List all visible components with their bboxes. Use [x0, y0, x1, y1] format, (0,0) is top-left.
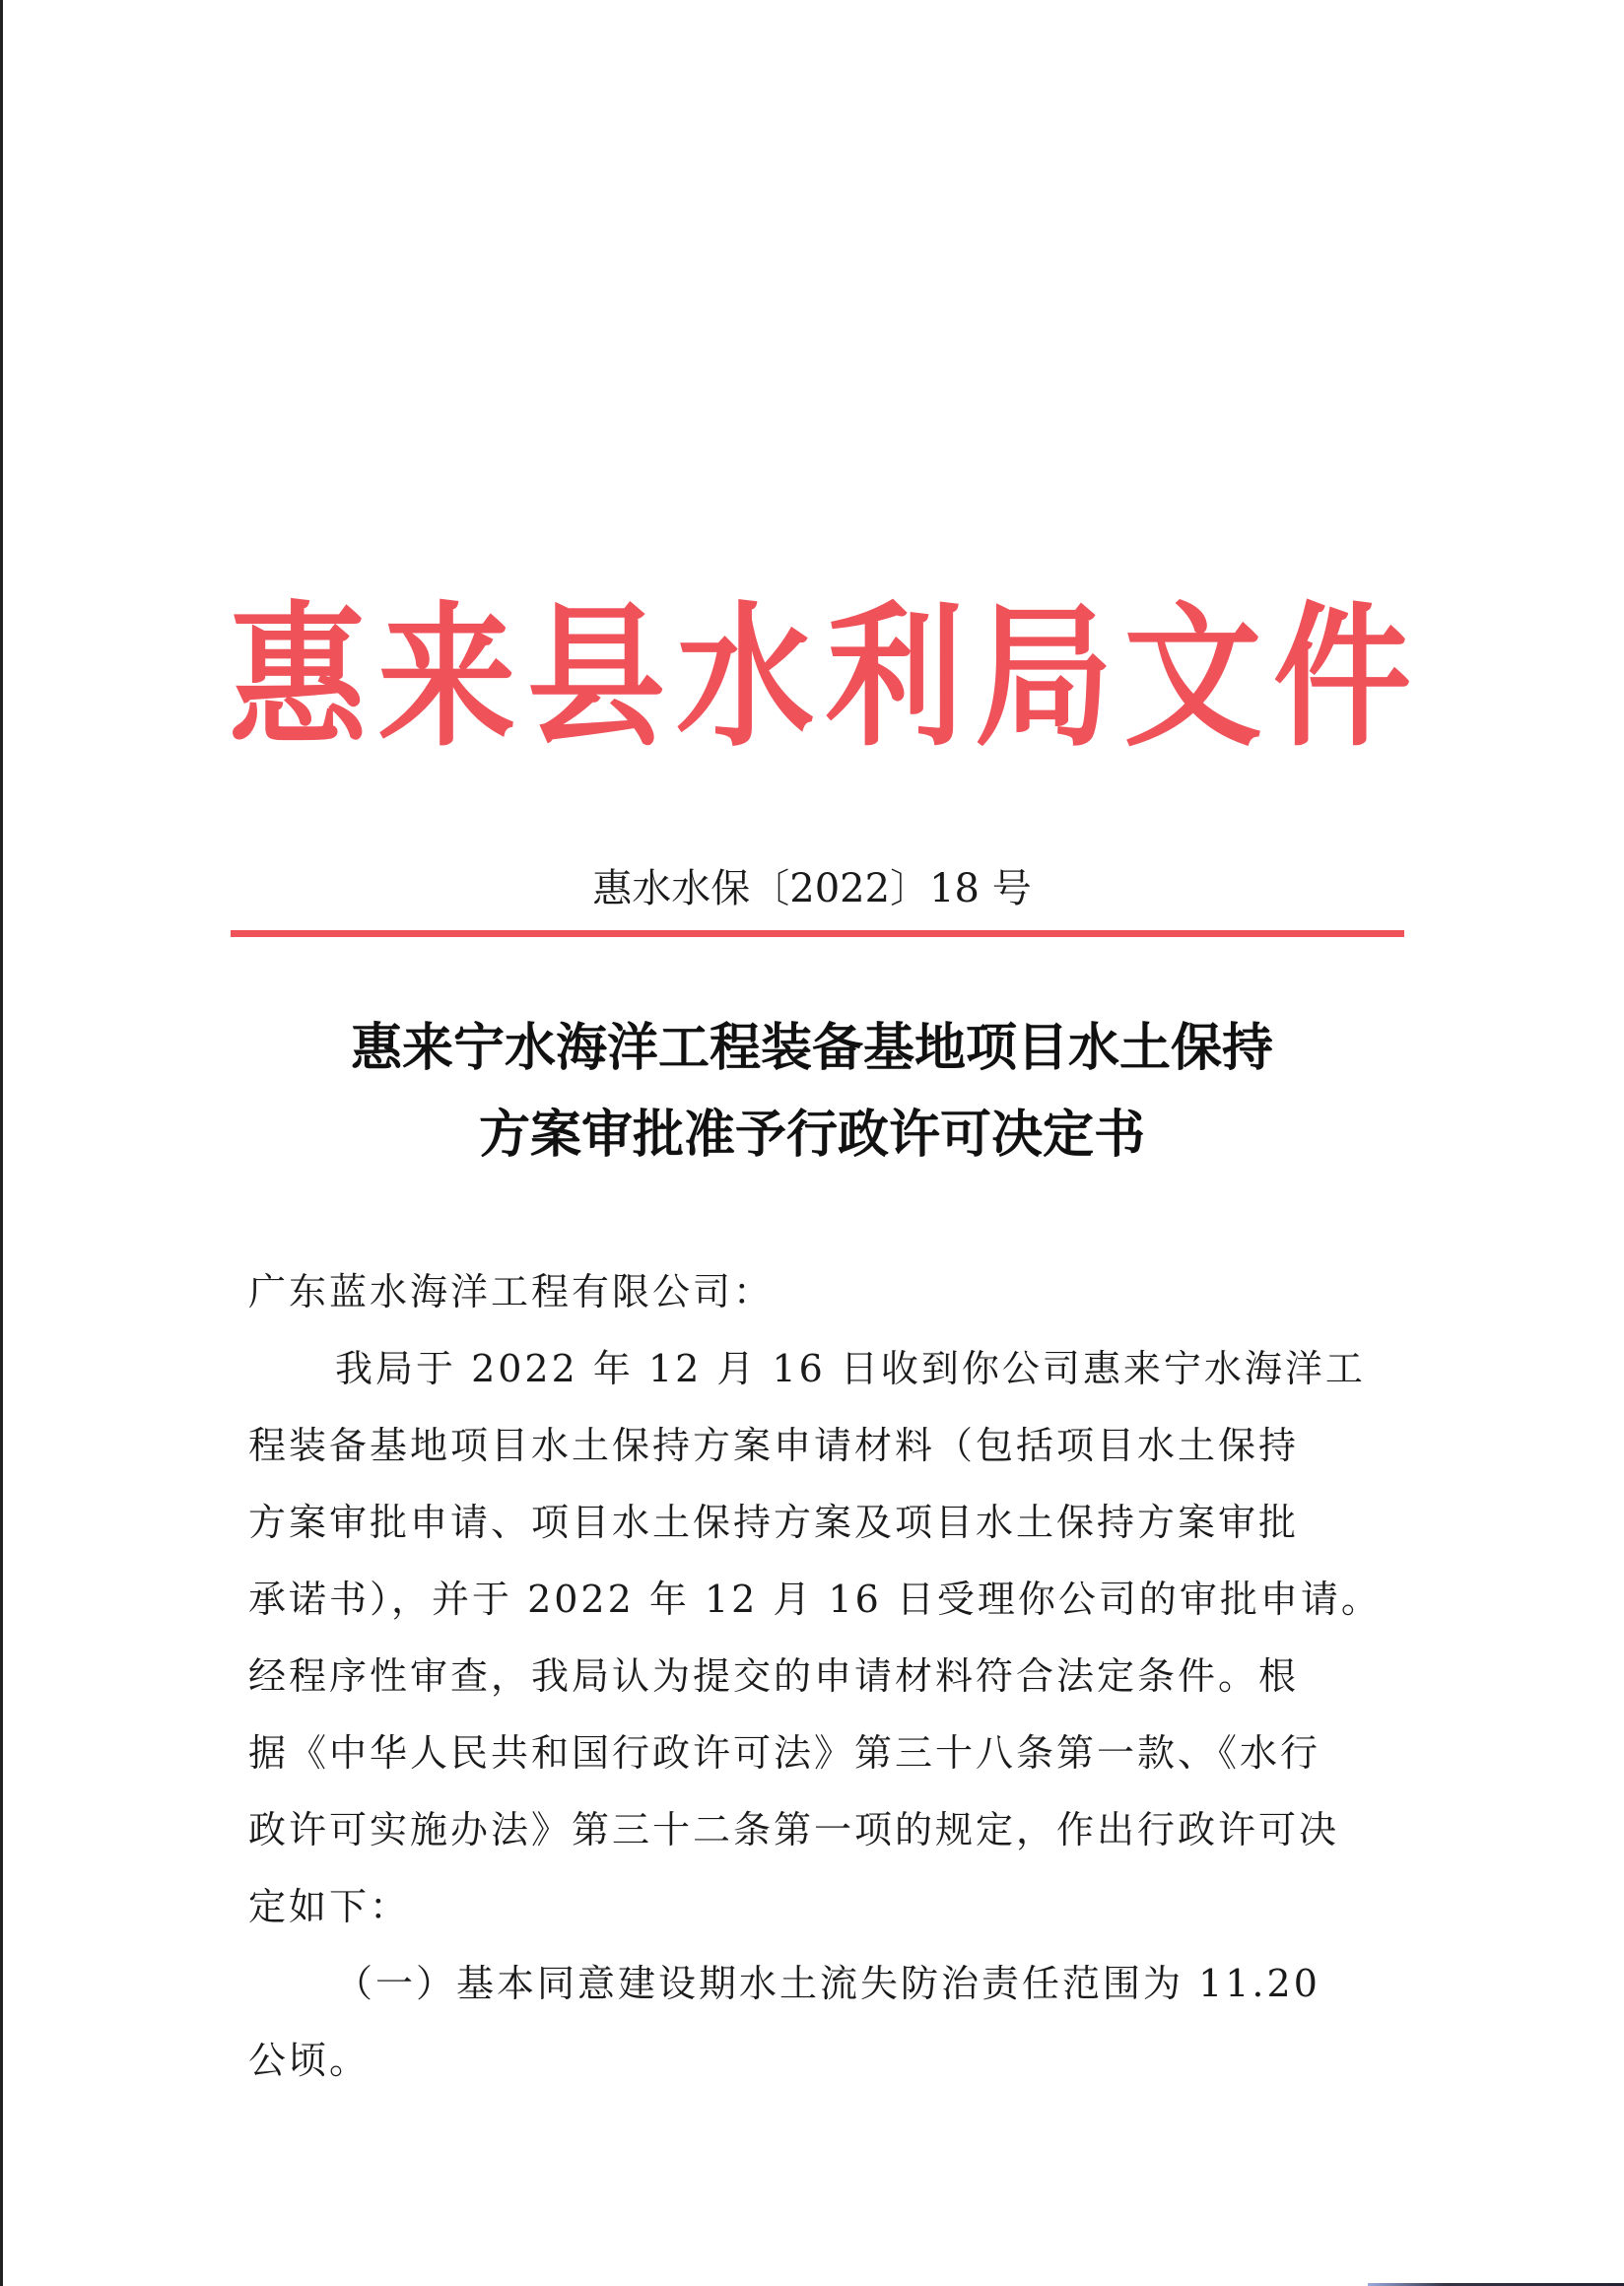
masthead-char: 利 [825, 587, 964, 769]
document-title-line-1: 惠来宁水海洋工程装备基地项目水土保持 [350, 1019, 1273, 1078]
red-divider-rule [231, 930, 1404, 937]
document-masthead [229, 589, 1411, 767]
body-line: 定如下： [248, 1885, 411, 1928]
body-line: 程装备基地项目水土保持方案申请材料（包括项目水土保持 [248, 1424, 1300, 1467]
masthead-char: 来 [377, 587, 516, 769]
body-line: 据《中华人民共和国行政许可法》第三十八条第一款、《水行 [248, 1731, 1321, 1775]
document-title-line-2: 方案审批准予行政许可决定书 [478, 1106, 1145, 1165]
document-title [0, 1005, 1624, 1178]
body-line: 承诺书），并于 2022 年 12 月 16 日受理你公司的审批申请。 [248, 1578, 1382, 1621]
masthead-char: 文 [1123, 587, 1262, 769]
decision-item-1-line: （一）基本同意建设期水土流失防治责任范围为 11.20 [335, 1962, 1320, 2005]
masthead-char: 件 [1272, 587, 1411, 769]
masthead-char: 县 [526, 587, 665, 769]
masthead-char: 水 [676, 587, 815, 769]
body-line: 方案审批申请、项目水土保持方案及项目水土保持方案审批 [248, 1501, 1300, 1544]
masthead-char: 局 [975, 587, 1114, 769]
document-body [248, 1253, 1382, 2099]
masthead-char: 惠 [229, 587, 368, 769]
body-line: 我局于 2022 年 12 月 16 日收到你公司惠来宁水海洋工 [335, 1347, 1366, 1390]
body-line: 政许可实施办法》第三十二条第一项的规定，作出行政许可决 [248, 1808, 1340, 1851]
decision-item-1-line: 公顷。 [248, 2039, 371, 2082]
addressee: 广东蓝水海洋工程有限公司： [248, 1270, 775, 1313]
document-number: 惠水水保〔2022〕18 号 [592, 866, 1032, 911]
body-line: 经程序性审查，我局认为提交的申请材料符合法定条件。根 [248, 1654, 1300, 1698]
